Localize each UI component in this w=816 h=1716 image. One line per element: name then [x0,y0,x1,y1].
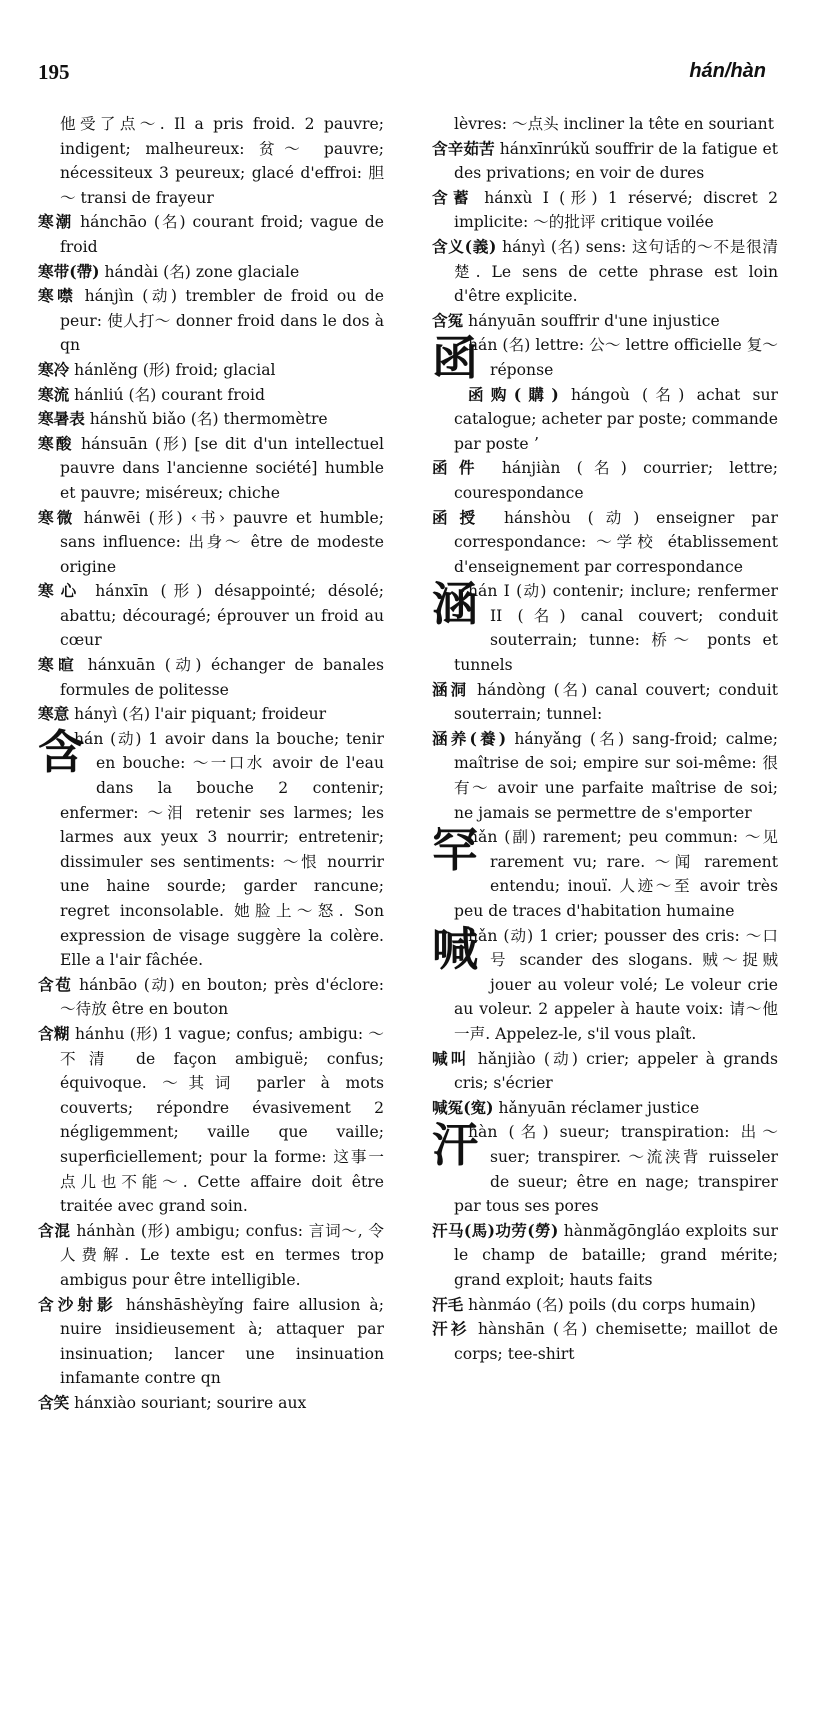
dictionary-entry [38,653,384,702]
dictionary-entry [38,260,384,285]
dictionary-entry [38,579,384,653]
dictionary-entry [432,506,778,580]
dictionary-entry [432,1096,778,1121]
headword: 函授 [432,507,488,527]
main-character: 函 [432,331,478,386]
headword: 寒潮 [38,212,74,232]
definition-text: hànmǎgōngláo exploits sur le champ de bataille; grand mérite; grand exploit; hauts faits [454,1221,778,1289]
definition-text: hányǎng (名) sang-froid; calme; maîtrise de soi; empire sur soi-même: 很有～ avoir une parfaite maîtrise de soi; ne jamais se permettre de s'emporter [454,729,778,822]
dictionary-entry [38,1219,384,1293]
definition-text: hándài (名) zone glaciale [104,262,300,281]
main-character: 涵 [432,577,478,632]
headword: 含蓄 [432,187,474,207]
dictionary-entry [38,358,384,383]
dictionary-entry [38,284,384,358]
guide-words: hán/hàn [689,60,766,82]
dictionary-entry [432,456,778,505]
page-number: 195 [38,60,70,84]
dictionary-entry [38,407,384,432]
definition-text: hánxù I (形) 1 réservé; discret 2 implicite: ～的批评 critique voilée [454,188,778,232]
main-character-entry [432,921,778,1047]
dictionary-entry [38,432,384,506]
headword: 含糊 [38,1023,70,1043]
main-character: 喊 [432,921,478,976]
dictionary-entry [38,973,384,1022]
dictionary-entry [38,210,384,259]
dictionary-entry [38,383,384,408]
dictionary-entry [432,309,778,334]
definition-text: hánjiàn (名) courrier; lettre; courespondance [454,459,778,502]
dictionary-entry [432,1219,778,1293]
left-column [38,112,384,1415]
definition-text: hánjìn (动) trembler de froid ou de peur: 使人打～ donner froid dans le dos à qn [60,287,384,355]
definition-text: hánshǔ biǎo (名) thermomètre [89,410,328,429]
main-character-entry [432,331,778,386]
headword: 寒心 [38,581,84,601]
definition-text: hán I (动) contenir; inclure; renfermer II (名) canal couvert; conduit souterrain; tunne: 桥～ ponts et tunnels [454,582,778,675]
headword: 寒暑表 [38,409,85,429]
definition-text: hánshāshèyǐng faire allusion à; nuire insidieusement à; attaquer par insinuation; lancer une insinuation infamante contre qn [60,1295,384,1388]
definition-text: hán (名) lettre: 公～ lettre officielle 复～ réponse [468,336,778,379]
definition-text: hánxīn (形) désappointé; désolé; abattu; découragé; éprouver un froid au cœur [60,582,384,650]
definition-text: hànshān (名) chemisette; maillot de corps; tee-shirt [454,1320,778,1363]
definition-text: hànmáo (名) poils (du corps humain) [468,1295,756,1314]
definition-text: hándòng (名) canal couvert; conduit souterrain; tunnel: [454,680,778,724]
dictionary-entry [432,186,778,235]
headword: 汗马(馬)功劳(勞) [432,1220,559,1240]
definition-text: hányì (名) sens: 这句话的～不是很清楚. Le sens de cette phrase est loin d'être explicite. [454,237,778,306]
definition-text: hánlěng (形) froid; glacial [74,360,276,379]
definition-text: hánchāo (名) courant froid; vague de froid [60,213,384,256]
main-character-entry [38,724,384,973]
headword: 含苞 [38,974,73,994]
headword: 寒流 [38,384,70,404]
dictionary-entry [38,1022,384,1219]
headword: 含冤 [432,310,464,330]
definition-text: hánxuān (动) échanger de banales formules de politesse [60,656,384,699]
dictionary-entry [432,727,778,825]
headword: 含笑 [38,1392,70,1412]
main-character: 汗 [432,1118,478,1173]
definition-text: hánhu (形) 1 vague; confus; ambigu: ～不清 de façon ambiguë; confus; équivoque. ～其词 parler à mots couverts; répondre évasivement 2 négligemment; vaille que vaille; superficiellement; pour la forme: 这事一点儿也不能～. Cette affaire doit être traitée avec grand soin. [60,1024,384,1216]
right-column [432,112,778,1366]
headword: 函购(購) [468,384,559,404]
headword: 含义(義) [432,236,497,256]
headword: 寒冷 [38,359,70,379]
dictionary-entry [38,1293,384,1391]
definition-text: hán (动) 1 avoir dans la bouche; tenir en bouche: ～一口水 avoir de l'eau dans la bouche 2 contenir; enfermer: ～泪 retenir ses larmes; les larmes aux yeux 3 nourrir; entretenir; dissimuler ses sentiments: ～恨 nourrir une haine sourde; garder rancune; regret inconsolable. 她脸上～怒. Son expression de visage suggère la colère. Elle a l'air fâchée. [60,729,384,970]
headword: 涵洞 [432,679,470,699]
headword: 喊冤(寃) [432,1097,494,1117]
headword: 汗毛 [432,1294,464,1314]
definition-text: 他受了点～. Il a pris froid. 2 pauvre; indigent; malheureux: 贫～ pauvre; nécessiteux 3 peureux; glacé d'effroi: 胆～ transi de frayeur [60,115,384,207]
definition-text: hánsuān (形) [se dit d'un intellectuel pauvre dans l'ancienne société] humble et pauvre; miséreux; chiche [60,434,384,502]
definition-text: hánhàn (形) ambigu; confus: 言词～, 令人费解. Le texte est en termes trop ambigus pour être intelligible. [60,1221,384,1289]
definition-text: hàn (名) sueur; transpiration: 出～ suer; transpirer. ～流浃背 ruisseler de sueur; être en nage; transpirer par tous ses pores [454,1123,778,1216]
headword: 寒意 [38,704,70,724]
definition-text: lèvres: ～点头 incliner la tête en souriant [454,115,774,133]
dictionary-entry [432,1047,778,1096]
headword: 寒酸 [38,433,74,453]
headword: 寒暄 [38,655,79,675]
headword: 函件 [432,458,486,478]
main-character-entry [432,1120,778,1218]
headword: 含辛茹苦 [432,138,495,158]
main-character-entry [432,825,778,923]
definition-text: hányuān souffrir d'une injustice [468,311,720,330]
definition-text: hánxīnrúkǔ souffrir de la fatigue et des privations; en voir de dures [454,139,778,183]
definition-text: hányì (名) l'air piquant; froideur [74,705,327,724]
headword: 喊叫 [432,1048,470,1068]
entry-continuation [38,112,384,210]
dictionary-entry [38,1391,384,1416]
main-character: 罕 [432,823,478,878]
dictionary-entry [38,702,384,727]
definition-text: hánliú (名) courant froid [74,385,266,404]
dictionary-entry [432,383,778,457]
headword: 寒噤 [38,286,77,306]
main-character-entry [432,579,778,677]
dictionary-entry [432,1317,778,1366]
definition-text: hánbāo (动) en bouton; près d'éclore: ～待放 être en bouton [60,975,384,1019]
headword: 含沙射影 [38,1294,117,1314]
definition-text: hángoù (名) achat sur catalogue; acheter par poste; commande par poste ʼ [454,385,778,453]
headword: 汗衫 [432,1319,470,1339]
definition-text: hǎn (副) rarement; peu commun: ～见 rarement vu; rare. ～闻 rarement entendu; inouï. 人迹～至 avoir très peu de traces d'habitation humaine [454,828,778,920]
definition-text: hǎn (动) 1 crier; pousser des cris: ～口号 scander des slogans. 贼～捉贼 jouer au voleur volé; Le voleur crie au voleur. 2 appeler à haute voix: 请～他一声. Appelez-le, s'il vous plaît. [454,926,778,1043]
definition-text: hánwēi (形) ‹书› pauvre et humble; sans influence: 出身～ être de modeste origine [60,508,384,576]
definition-text: hánshòu (动) enseigner par correspondance: ～学校 établissement d'enseignement par correspondance [454,508,778,576]
headword: 含混 [38,1220,71,1240]
definition-text: hánxiào souriant; sourire aux [74,1393,307,1412]
headword: 涵养(養) [432,728,507,748]
headword: 寒微 [38,507,76,527]
definition-text: hǎnjiào (动) crier; appeler à grands cris; s'écrier [454,1049,778,1093]
entry-continuation [432,112,778,137]
main-character: 含 [38,724,84,779]
dictionary-entry [432,137,778,186]
headword: 寒带(帶) [38,261,100,281]
dictionary-entry [38,506,384,580]
dictionary-entry [432,235,778,309]
dictionary-entry [432,678,778,727]
definition-text: hǎnyuān réclamer justice [498,1098,700,1117]
dictionary-entry [432,1293,778,1318]
